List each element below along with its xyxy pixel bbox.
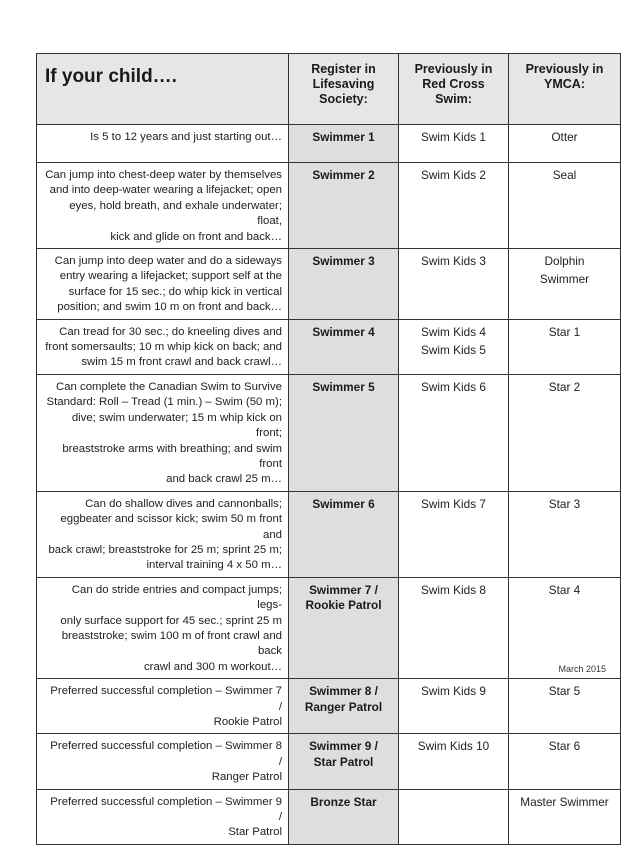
- row-description-text: surface for 15 sec.; do whip kick in vertical: [68, 285, 282, 298]
- ymca-level-cell: [509, 491, 621, 577]
- ymca-level-text: Master Swimmer: [520, 794, 609, 809]
- header-red-cross: [399, 54, 509, 125]
- table-row: [37, 577, 621, 678]
- row-description-cell: [37, 734, 289, 789]
- ymca-level-text: Star 2: [548, 379, 581, 394]
- header-row: [37, 54, 621, 125]
- table-row: [37, 319, 621, 374]
- ymca-level-cell: [509, 374, 621, 491]
- row-description-text: Star Patrol: [228, 826, 282, 839]
- ymca-level-text: Star 3: [548, 496, 581, 511]
- row-description-text: front somersaults; 10 m whip kick on back; and: [45, 341, 282, 354]
- red-cross-level-cell: [399, 125, 509, 163]
- red-cross-level-text: Swim Kids 5: [421, 343, 486, 358]
- swim-level-table: [36, 53, 621, 845]
- table-row: [37, 734, 621, 789]
- red-cross-level-cell: [399, 577, 509, 678]
- header-text-line: Swim:: [435, 92, 472, 106]
- row-description-text: entry wearing a lifejacket; support self at the: [59, 270, 282, 283]
- lifesaving-level-cell: [289, 491, 399, 577]
- row-description-text: kick and glide on front and back…: [110, 230, 282, 243]
- row-description-text: Standard: Roll – Tread (1 min.) – Swim (50 m);: [46, 396, 282, 409]
- row-description-text: Can do stride entries and compact jumps; legs-: [71, 583, 282, 612]
- header-text-line: Lifesaving: [312, 77, 375, 91]
- ymca-level-text: Star 6: [548, 739, 581, 754]
- header-text-line: Red Cross: [422, 77, 485, 91]
- lifesaving-level-cell: [289, 789, 399, 844]
- ymca-level-cell: [509, 163, 621, 249]
- lifesaving-level-cell: [289, 249, 399, 320]
- row-description-cell: [37, 374, 289, 491]
- table-row: [37, 491, 621, 577]
- row-description-cell: [37, 163, 289, 249]
- row-description-text: Can tread for 30 sec.; do kneeling dives and: [59, 325, 282, 338]
- ymca-level-text: Star 5: [548, 684, 581, 699]
- red-cross-level-cell: [399, 491, 509, 577]
- ymca-level-cell: [509, 734, 621, 789]
- row-description-cell: [37, 679, 289, 734]
- red-cross-level-cell: [399, 319, 509, 374]
- ymca-level-text: Swimmer: [539, 272, 590, 287]
- lifesaving-level-cell: [289, 374, 399, 491]
- row-description-cell: [37, 491, 289, 577]
- lifesaving-level-text: Rookie Patrol: [305, 598, 382, 613]
- red-cross-level-text: Swim Kids 7: [421, 496, 486, 511]
- red-cross-level-text: Swim Kids 8: [421, 582, 486, 597]
- lifesaving-level-text: Ranger Patrol: [304, 699, 383, 714]
- lifesaving-level-text: Swimmer 2: [312, 168, 375, 182]
- ymca-level-cell: [509, 319, 621, 374]
- ymca-level-cell: [509, 249, 621, 320]
- ymca-level-text: Seal: [552, 168, 577, 182]
- row-description-text: Can jump into chest-deep water by themselves: [45, 169, 282, 181]
- lifesaving-level-cell: [289, 163, 399, 249]
- header-text-line: Previously in: [525, 62, 604, 76]
- lifesaving-level-cell: [289, 577, 399, 678]
- row-description-cell: [37, 249, 289, 320]
- swim-level-comparison-document: [36, 53, 620, 845]
- table-row: [37, 125, 621, 163]
- red-cross-level-cell: [399, 734, 509, 789]
- lifesaving-level-cell: [289, 734, 399, 789]
- row-description-text: swim 15 m front crawl and back crawl…: [81, 356, 282, 369]
- ymca-level-cell: [509, 789, 621, 844]
- header-if-your-child: If your child….: [37, 54, 289, 125]
- row-description-text: Preferred successful completion – Swimmer 9 /: [50, 795, 282, 824]
- lifesaving-level-text: Swimmer 4: [312, 324, 375, 339]
- row-description-text: back crawl; breaststroke for 25 m; sprint 25 m;: [48, 543, 282, 556]
- red-cross-level-text: Swim Kids 2: [421, 168, 486, 182]
- row-description-text: eggbeater and scissor kick; swim 50 m front and: [60, 513, 282, 541]
- row-description-text: dive; swim underwater; 15 m whip kick on front;: [71, 411, 282, 440]
- row-description-text: Is 5 to 12 years and just starting out…: [90, 131, 282, 143]
- row-description-cell: [37, 319, 289, 374]
- table-row: [37, 163, 621, 249]
- red-cross-level-text: Swim Kids 1: [421, 130, 486, 144]
- row-description-text: Can do shallow dives and cannonballs;: [85, 497, 282, 510]
- lifesaving-level-text: Swimmer 6: [312, 496, 375, 511]
- red-cross-level-cell: [399, 374, 509, 491]
- row-description-text: interval training 4 x 50 m…: [146, 559, 282, 572]
- ymca-level-text: Star 1: [548, 324, 581, 339]
- header-text-line: Previously in: [414, 62, 493, 76]
- header-text-line: Society:: [319, 92, 368, 106]
- red-cross-level-text: Swim Kids 9: [421, 684, 486, 699]
- lifesaving-level-cell: [289, 125, 399, 163]
- header-text-line: YMCA:: [544, 77, 585, 91]
- lifesaving-level-text: Bronze Star: [310, 794, 377, 809]
- row-description-cell: [37, 125, 289, 163]
- ymca-level-text: Star 4: [548, 582, 581, 597]
- row-description-text: Can complete the Canadian Swim to Survive: [55, 380, 282, 393]
- red-cross-level-cell: [399, 679, 509, 734]
- lifesaving-level-text: Swimmer 8 /: [309, 684, 378, 699]
- header-text-line: Register in: [311, 62, 376, 76]
- row-description-text: crawl and 300 m workout…: [143, 660, 282, 673]
- lifesaving-level-text: Star Patrol: [313, 754, 374, 769]
- ymca-level-text: Dolphin: [544, 254, 585, 269]
- row-description-text: only surface support for 45 sec.; sprint 25 m: [60, 614, 282, 627]
- row-description-text: Can jump into deep water and do a sideways: [54, 255, 282, 268]
- header-ymca: [509, 54, 621, 125]
- table-row: [37, 789, 621, 844]
- red-cross-level-cell: [399, 163, 509, 249]
- lifesaving-level-text: Swimmer 3: [312, 254, 375, 269]
- row-description-text: Preferred successful completion – Swimmer 7 /: [50, 685, 282, 713]
- header-lifesaving-society: [289, 54, 399, 125]
- lifesaving-level-cell: [289, 319, 399, 374]
- table-row: [37, 679, 621, 734]
- lifesaving-level-cell: [289, 679, 399, 734]
- ymca-level-cell: [509, 679, 621, 734]
- lifesaving-level-text: Swimmer 5: [312, 379, 375, 394]
- row-description-cell: [37, 577, 289, 678]
- row-description-cell: [37, 789, 289, 844]
- lifesaving-level-text: Swimmer 7 /: [309, 582, 378, 597]
- row-description-text: Ranger Patrol: [211, 771, 282, 784]
- lifesaving-level-text: Swimmer 1: [312, 130, 375, 144]
- table-row: [37, 374, 621, 491]
- lifesaving-level-text: Swimmer 9 /: [309, 739, 378, 754]
- table-body: [37, 125, 621, 845]
- red-cross-level-text: Swim Kids 10: [417, 739, 490, 754]
- row-description-text: breaststroke arms with breathing; and swim front: [62, 442, 282, 470]
- footer-date: March 2015: [558, 664, 606, 674]
- row-description-text: position; and swim 10 m on front and back…: [57, 301, 282, 314]
- red-cross-level-text: Swim Kids 6: [421, 379, 486, 394]
- ymca-level-text: Otter: [551, 130, 578, 144]
- row-description-text: eyes, hold breath, and exhale underwater; float,: [69, 199, 282, 228]
- row-description-text: Rookie Patrol: [213, 716, 282, 728]
- red-cross-level-cell: [399, 789, 509, 844]
- row-description-text: Preferred successful completion – Swimmer 8 /: [50, 740, 282, 768]
- red-cross-level-text: Swim Kids 3: [421, 254, 486, 269]
- row-description-text: and into deep-water wearing a lifejacket; open: [49, 184, 282, 197]
- red-cross-level-text: Swim Kids 4: [421, 324, 486, 339]
- ymca-level-cell: [509, 125, 621, 163]
- row-description-text: and back crawl 25 m…: [166, 473, 282, 486]
- row-description-text: breaststroke; swim 100 m of front crawl and back: [61, 629, 282, 658]
- red-cross-level-cell: [399, 249, 509, 320]
- table-row: [37, 249, 621, 320]
